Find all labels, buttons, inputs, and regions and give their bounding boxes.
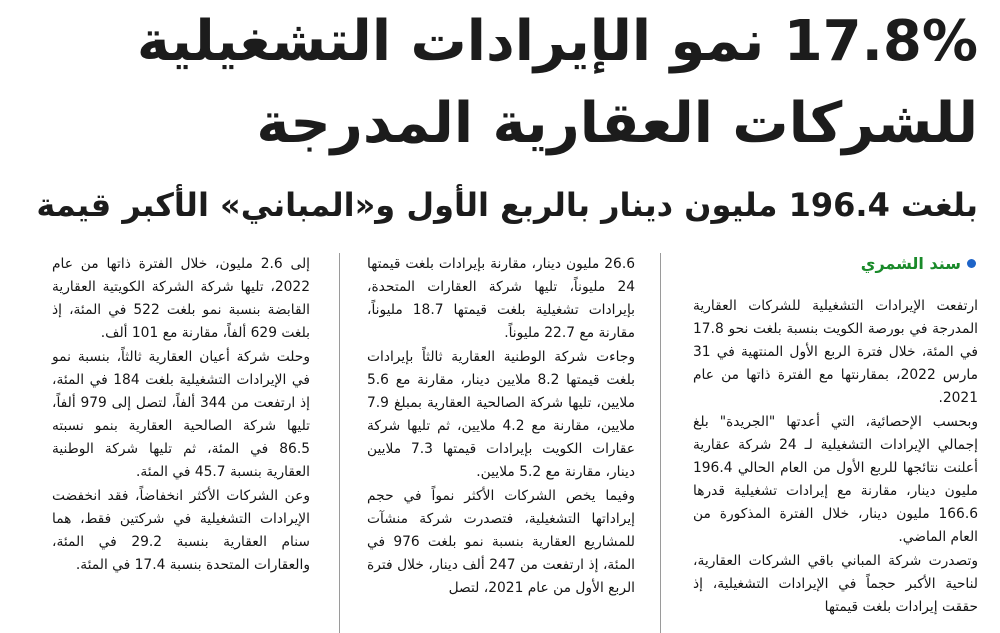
paragraph: وبحسب الإحصائية، التي أعدتها "الجريدة" بلغ إجمالي الإيرادات التشغيلية لـ 24 شركة عقارية أعلنت نتائجها للربع الأول من العام الحالي 196.4 مليون دينار، مقارنة مع إيرادات تشغيلية قدرها 166.6 مليون دينار، خلال الفترة المذكورة من العام الماضي. xyxy=(693,414,978,545)
paragraph: وعن الشركات الأكثر انخفاضاً، فقد انخفضت الإيرادات التشغيلية في شركتين فقط، هما سنام العقارية بنسبة 29.2 في المئة، والعقارات المتحدة بنسبة 17.4 في المئة. xyxy=(52,488,310,573)
headline-line-2: للشركات العقارية المدرجة xyxy=(256,91,978,156)
paragraph: وفيما يخص الشركات الأكثر نمواً في حجم إيراداتها التشغيلية، فتصدرت شركة منشآت للمشاريع العقارية بنسبة نمو بلغت 976 في المئة، إذ ارتفعت من 247 ألف دينار، خلال فترة الربع الأول من عام 2021، لتصل xyxy=(367,488,635,596)
paragraph: ارتفعت الإيرادات التشغيلية للشركات العقارية المدرجة في بورصة الكويت بنسبة بلغت نحو 17.8 في المئة، خلال فترة الربع الأول المنتهية في 31 مارس 2022، بمقارنتها مع الفترة ذاتها من عام 2021. xyxy=(693,298,978,406)
author-name: سند الشمري xyxy=(860,254,961,273)
subheadline: بلغت 196.4 مليون دينار بالربع الأول و«المباني» الأكبر قيمة xyxy=(36,186,978,224)
paragraph: وحلت شركة أعيان العقارية ثالثاً، بنسبة نمو في الإيرادات التشغيلية بلغت 184 في المئة، إذ ارتفعت من 344 ألفاً، لتصل إلى 979 ألفاً، تليها شركة الصالحية العقارية بنمو نسبته 86.5 في المئة، ثم تليها شركة الوطنية العقارية بنسبة 45.7 في المئة. xyxy=(52,349,311,480)
byline xyxy=(861,254,976,273)
article-column-2 xyxy=(367,253,635,601)
column-divider xyxy=(339,253,340,633)
paragraph: وتصدرت شركة المباني باقي الشركات العقارية، لناحية الأكبر حجماً في الإيرادات التشغيلية، إذ حققت إيرادات بلغت قيمتها xyxy=(693,553,978,615)
paragraph: وجاءت شركة الوطنية العقارية ثالثاً بإيرادات بلغت قيمتها 8.2 ملايين دينار، مقارنة مع 5.6 ملايين، تليها شركة الصالحية العقارية بمبلغ 7.9 ملايين، مقارنة مع 4.2 ملايين، ثم تليها شركة عقارات الكويت بإيرادات قيمتها 7.3 ملايين دينار، مقارنة مع 5.2 ملايين. xyxy=(367,349,636,480)
bullet-dot-icon xyxy=(967,259,976,268)
paragraph: إلى 2.6 مليون، خلال الفترة ذاتها من عام 2022، تليها شركة الشركة الكويتية العقارية القابضة بنسبة نمو بلغت 522 في المئة، إذ بلغت 629 ألفاً، مقارنة مع 101 ألف. xyxy=(52,256,310,341)
article-column-1 xyxy=(693,295,978,620)
paragraph: 26.6 مليون دينار، مقارنة بإيرادات بلغت قيمتها 24 مليوناً، تليها شركة العقارات المتحدة، بإيرادات تشغيلية بلغت قيمتها 18.7 مليوناً، مقارنة مع 22.7 مليوناً. xyxy=(367,256,635,341)
headline-line-1: 17.8% نمو الإيرادات التشغيلية xyxy=(136,9,978,74)
column-divider xyxy=(660,253,661,633)
article-column-3 xyxy=(52,253,310,578)
